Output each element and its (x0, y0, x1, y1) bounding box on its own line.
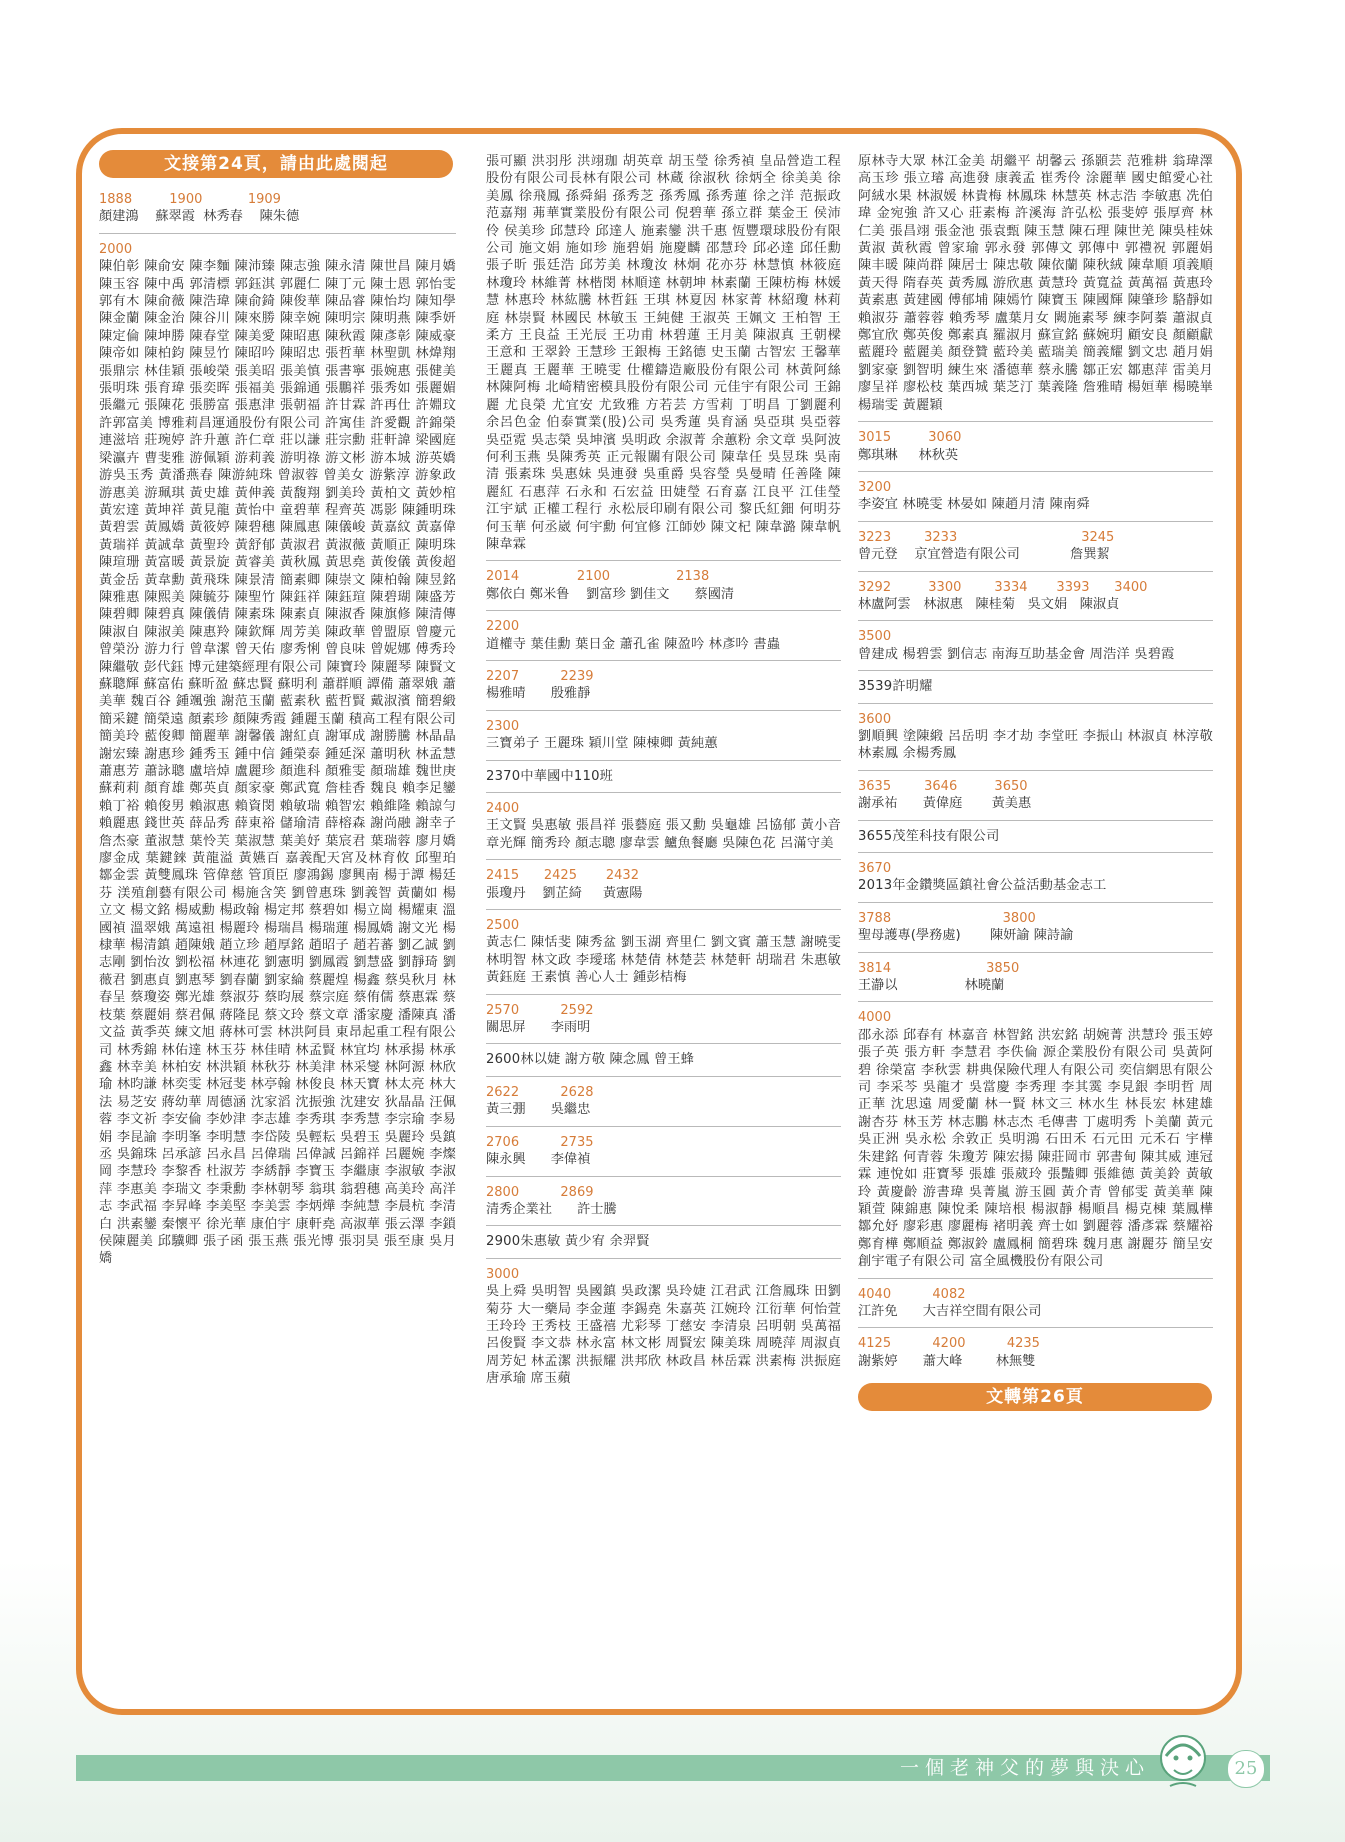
amount-labels: 2000 (99, 241, 133, 257)
donor-names: 謝紫婷 蕭大峰 林無雙 (858, 1353, 1036, 1369)
donor-names: 謝承祐 黃偉庭 黃美惠 (858, 796, 1032, 812)
donor-names: 吳上舜 吳明智 吳國鎮 吳政潔 吳玲婕 江君武 江詹鳳珠 田劉菊芬 大一藥局 李金蓮 李錫堯 朱嘉英 江婉玲 江衍華 何怡萱 王玲玲 王秀枝 王盛禧 尤彩琴 丁慈安 李清泉 呂明朝 吳萬福 呂俊賢 李文恭 林永富 林文彬 周賢宏 陳美珠 周曉萍 周淑貞 周芳妃 林孟潔 洪振耀 洪邦欣 林政昌 林岳霖 洪素梅 洪振庭 唐承瑜 席玉蘋 (486, 1284, 841, 1387)
amount-labels: 4040 4082 (858, 1286, 966, 1302)
donor-names: 陳永興 李偉禎 (486, 1152, 591, 1168)
amount-labels: 3015 3060 (858, 430, 962, 446)
amount-labels: 3788 3800 (858, 910, 1036, 926)
amount-labels: 3292 3300 3334 3393 3400 (858, 579, 1148, 595)
donor-names: 2900朱惠敏 黃少宥 余羿賢 (486, 1234, 650, 1250)
donor-section (858, 907, 1213, 953)
amount-labels: 4000 (858, 1010, 892, 1026)
amount-labels: 2500 (486, 918, 520, 934)
donor-section (486, 615, 841, 661)
donor-names: 邵永添 邱春有 林嘉音 林智銘 洪宏銘 胡婉菁 洪慧玲 張玉婷 張子英 張方軒 李慧君 李佚倫 源企業股份有限公司 吳黃阿碧 徐榮富 李秋雲 耕典保險代理人有限公司 奕信網思有限公司 李采芩 吳龍才 吳當慶 李秀理 李其霙 李見銀 李明哲 周正華 沈思遠 周愛蘭 林一賢 林文三 林水生 林長宏 林建雄 謝杏芬 林玉芳 林志鵬 林志杰 毛傳書 丁處明秀 卜美蘭 黃元 吳正洲 吳永松 余敦正 吳明鴻 石田禾 石元田 元禾石 宇樺 朱建銘 何青蓉 朱瓊芳 陳宏揚 陳莊岡市 郭書甸 陳其威 連冠霖 連悅如 莊寶琴 張雄 張葳玲 張豔卿 張維德 黃美鈴 黃敏玲 黃慶齡 游書瑋 吳菁嵐 游玉圓 黃介青 曾郁雯 黃美華 陳穎萱 陳錦惠 陳悅柔 陳培根 楊淑靜 楊順昌 楊克棟 葉鳳樺 鄒允妤 廖彩惠 廖麗梅 褚明義 齊士如 劉麗蓉 潘彥霖 蔡耀裕 鄭育樺 鄭順益 鄭淑鈴 盧鳳桐 簡碧珠 魏月惠 謝麗芬 簡呈安 創宇電子有限公司 富全風機股份有限公司 (858, 1027, 1213, 1270)
donor-section (486, 1081, 841, 1127)
amount-labels: 2300 (486, 718, 520, 734)
donor-names: 原林寺大眾 林江金美 胡繼平 胡馨云 孫顥芸 范雅耕 翁瑋澤 高玉珍 張立璿 高進發 康義孟 崔秀伶 涂麗華 國史館愛心社 阿絨水果 林淑媛 林貴梅 林鳳珠 林慧英 林志浩 李敏惠 冼伯瑋 金宛強 許又心 莊素梅 許溪海 許弘松 張斐婷 張厚齊 林仁美 張昌翊 張金池 張袁甄 陳玉慧 陳石理 陳世羌 陳吳桂妹 黃淑 黃秋霞 曾家瑜 郭永發 郭傳文 郭傳中 郭禮祝 郭麗娟 陳丰暖 陳尚群 陳居士 陳忠敬 陳依蘭 陳秋絨 陳韋順 項義順 黃天得 隋春英 黃秀鳳 游欣惠 黃慧玲 黃寬益 黃萬福 黃惠玲 黃素惠 黃建國 傅郁埔 陳嫣竹 陳寶玉 陳國輝 陳肇珍 駱靜如 賴淑芬 蕭蓉蓉 賴秀琴 盧葉月女 闕施素琴 練李阿蓁 蕭淑貞 鄭宜欣 鄭英俊 鄭素真 羅淑月 蘇宣銘 蘇婉玥 顧安良 顏顧獻 藍麗玲 藍麗美 顏登贊 藍玲美 藍瑞美 簡義耀 劉文忠 趙月娟 劉家豪 劉智明 練生來 潘德華 蔡永騰 鄒正宏 鄒惠萍 雷美月 廖呈祥 廖松枝 葉西城 葉芝汀 葉義隆 詹雅晴 楊姮華 楊曉崋 楊瑞雯 黃麗穎 (858, 154, 1213, 413)
donor-section (486, 150, 841, 561)
donor-section (858, 576, 1213, 622)
donor-section (486, 665, 841, 711)
donor-section (486, 797, 841, 860)
donor-names: 江許免 大吉祥空間有限公司 (858, 1303, 1042, 1319)
donor-names: 王文賢 吳惠敏 張昌祥 張藝庭 張又勳 吳龜雄 呂協郁 黃小音 章光輝 簡秀玲 顏志聰 廖韋雲 鱸魚餐廳 吳陳色花 呂滿守美 (486, 818, 841, 851)
donor-section (99, 188, 456, 234)
donor-section (858, 675, 1213, 703)
donor-section (99, 238, 456, 1275)
column-1 (99, 150, 456, 1279)
amount-labels: 2207 2239 (486, 668, 594, 684)
donor-names: 聖母護專(學務處) 陳妍諭 陳詩諭 (858, 928, 1074, 944)
donor-section (486, 715, 841, 761)
donor-section (486, 765, 841, 793)
amount-labels: 3670 (858, 861, 892, 876)
donor-section (486, 1048, 841, 1076)
amount-labels: 2570 2592 (486, 1002, 594, 1018)
donor-section (486, 864, 841, 910)
donor-section (858, 708, 1213, 771)
donor-section (858, 775, 1213, 821)
footer-slogan: 一個老神父的夢與決心 (899, 1757, 1150, 1779)
amount-labels: 4125 4200 4235 (858, 1336, 1040, 1352)
donor-names: 曾元登 京宜營造有限公司 詹巽絜 (858, 547, 1110, 563)
donor-section (858, 1283, 1213, 1329)
donor-section (486, 1131, 841, 1177)
donor-names: 李姿宜 林曉雯 林晏如 陳趙月清 陳南舜 (858, 497, 1090, 513)
amount-labels: 3200 (858, 479, 892, 495)
amount-labels: 2400 (486, 801, 520, 816)
donor-section (858, 426, 1213, 472)
donor-section (486, 999, 841, 1045)
donor-section (858, 957, 1213, 1003)
donor-section (858, 1332, 1213, 1377)
donor-section (858, 476, 1213, 522)
donor-names: 3655茂笙科技有限公司 (858, 828, 1000, 844)
amount-labels: 2014 2100 2138 (486, 569, 710, 585)
donor-section (858, 857, 1213, 903)
donor-section (858, 1006, 1213, 1278)
donor-names: 林盧阿雲 林淑惠 陳桂菊 吳文娟 陳淑貞 (858, 596, 1120, 612)
donor-section (486, 914, 841, 995)
donor-section (486, 1181, 841, 1227)
donor-names: 清秀企業社 許士騰 (486, 1201, 617, 1217)
donor-section (858, 825, 1213, 853)
continued-to-banner: 文轉第26頁 (858, 1383, 1212, 1411)
donor-names: 三寶弟子 王麗珠 穎川堂 陳棟卿 黃純蕙 (486, 736, 718, 752)
donor-section (858, 150, 1213, 422)
column-2 (486, 150, 841, 1399)
priest-portrait-icon (1152, 1728, 1214, 1794)
page-number: 25 (1227, 1750, 1265, 1788)
donor-names: 鄭依白 鄭米鲁 劉富珍 劉佳文 蔡國清 (486, 586, 735, 602)
donor-names: 鄭琪琳 林秋英 (858, 447, 959, 463)
donor-names: 關思屏 李雨明 (486, 1020, 591, 1036)
donor-names: 2600林以婕 謝方敬 陳念鳳 曾王蜂 (486, 1052, 695, 1068)
amount-labels: 1888 1900 1909 (99, 192, 281, 207)
donor-names: 黃三弸 吳繼忠 (486, 1102, 591, 1118)
amount-labels: 3500 (858, 629, 892, 645)
donor-names: 顏建鴻 蘇翠霞 林秀春 陳朱德 (99, 209, 300, 225)
donor-names: 楊雅晴 殷雅靜 (486, 686, 591, 702)
continued-from-banner: 文接第24頁，請由此處閱起 (99, 150, 453, 178)
donor-section (486, 1230, 841, 1258)
donor-names: 黃志仁 陳恬斐 陳秀盆 劉玉湖 齊里仁 劉文賓 蕭玉慧 謝曉雯 林明智 林文政 李璦瑤 林楚倩 林楚芸 林楚軒 胡瑞君 朱惠敏 黃鈺庭 王素慎 善心人士 鍾彭桔梅 (486, 935, 841, 986)
amount-labels: 3600 (858, 711, 892, 727)
amount-labels: 3814 3850 (858, 960, 1020, 976)
donor-names: 王瀞以 林曉蘭 (858, 978, 1005, 994)
donor-names: 曾建成 楊碧雲 劉信志 南海互助基金會 周浩洋 吳碧霞 (858, 646, 1175, 662)
donor-names: 道權寺 葉佳勳 葉日金 蕭孔雀 陳盈吟 林彥吟 書蟲 (486, 636, 781, 652)
donor-section (486, 1263, 841, 1395)
donor-names: 劉順興 塗陳緞 呂岳明 李才劫 李堂旺 李振山 林淑貞 林淳敬 林素鳳 余楊秀鳳 (858, 728, 1213, 762)
donor-names: 張瓊丹 劉芷綺 黃憲陽 (486, 885, 643, 901)
donor-section (486, 565, 841, 611)
donor-names: 張可顯 洪羽彤 洪翊珈 胡英章 胡玉瑩 徐秀禎 皇品營造工程股份有限公司長林有限公司 林蔵 徐淑秋 徐炳全 徐美美 徐美鳳 徐飛鳳 孫舜絹 孫秀芝 孫秀鳳 孫秀蓮 徐之洋 范振政 范嘉翔 茀華實業股份有限公司 倪碧華 孫立群 葉金王 侯沛伶 侯美珍 邱慧玲 邱達人 施素鑾 洪千惠 恆豐環球股份有限公司 施文娟 施如珍 施碧娟 施慶麟 邵慧玲 邱必達 邱任勳 張子昕 張廷浩 邱芳美 林瓊汝 林炯 花亦芬 林慧慎 林筱庭 林瓊玲 林維菁 林楷閔 林順達 林朝坤 林素蘭 王陳枋梅 林媛慧 林惠玲 林紘騰 林哲鈺 王琪 林夏因 林家菁 林紹瓊 林莉庭 林崇賢 林國民 林敏玉 王純健 王淑英 王姵文 王柏智 王柔方 王良益 王光辰 王功甫 林碧蓮 王月美 陳淑真 王朝樑 王意和 王翠鈴 王慧珍 王銀梅 王銘德 史玉蘭 古智宏 王馨華 王麗真 王麗華 王曉雯 仕權鑄造廠股份有限公司 林黃阿絲 林陳阿梅 北崎精密模具股份有限公司 元佳宇有限公司 王錦麗 尤良榮 尤宜安 尤致雅 方若芸 方雪莉 丁明昌 丁劉麗利 余呂色金 伯泰實業(股)公司 吳秀蓮 吳育涵 吳亞琪 吳亞蓉 吳亞霓 吳志榮 吳坤濱 吳明政 余淑菁 余蕙粉 余文章 吳阿波 何利玉燕 吳陳秀英 正元報關有限公司 陳韋任 吳昱珠 吳南清 張素珠 吳惠妹 吳連發 吳重爵 吳容瑩 吳曼晴 任善隆 陳麗紅 石惠萍 石永和 石宏益 田婕瑩 石育嘉 江良平 江佳瑩 江宇斌 正權工程行 永松辰印刷有限公司 黎氏紅鈿 何明芬 何玉華 何丞崴 何宇勳 何宜修 江師妙 陳文杞 陳韋潞 陳韋帆 陳韋霖 (486, 154, 841, 552)
donor-names: 2013年金鑽獎區鎮社會公益活動基金志工 (858, 878, 1107, 894)
amount-labels: 2200 (486, 619, 520, 635)
amount-labels: 2622 2628 (486, 1084, 594, 1100)
amount-labels: 3000 (486, 1266, 520, 1282)
amount-labels: 2706 2735 (486, 1134, 594, 1150)
donor-section (858, 526, 1213, 572)
amount-labels: 2800 2869 (486, 1184, 594, 1200)
column-3 (858, 150, 1213, 1411)
donor-names: 陳伯彰 陳俞安 陳李麵 陳沛臻 陳志強 陳永清 陳世昌 陳月嬌 陳玉容 陳中禹 郭清標 郭鈺淇 郭麗仁 陳丁元 陳士恩 郭怡雯 郭有木 陳俞薇 陳浩瑋 陳俞錡 陳俊華 陳品睿 陳怡均 陳知學 陳金蘭 陳金治 陳谷川 陳來勝 陳幸婉 陳明宗 陳明燕 陳季妍 陳定倫 陳坤勝 陳春堂 陳美愛 陳昭惠 陳秋霞 陳彥彰 陳威豪 陳帝如 陳柏鈞 陳昱竹 陳昭吟 陳昭忠 張哲華 林聖凱 林煒翔 張鼎宗 林佳穎 張峻榮 張美昭 張美慎 張書寧 張婉惠 張健美 張明珠 張育瑋 張奕晖 張福美 張錦通 張鵬祥 張秀如 張麗媚 張繼元 張陳花 張勝富 張惠津 張朝福 許甘霖 許再仕 許婣玟 許郭富美 博雅莉昌運通股份有限公司 許寓佳 許愛觀 許錦榮 連滋培 莊琬婷 許升蕙 許仁章 莊以謙 莊宗勳 莊軒諱 梁國庭 梁瀛卉 曹斐雅 游佩穎 游莉義 游明祿 游文彬 游本城 游英嬌 游吳玉秀 黃潘燕春 陳游純珠 曾淑蓉 曾美女 游紫淳 游象政 游惠美 游珮琪 黃史雄 黃伸義 黃馥翔 劉美玲 黃柏文 黃妙棺 黃宏達 黃坤祥 黃見龍 黃怡中 童碧華 程齊英 馮影 陳鍾明珠 黃碧雲 黃鳳嬌 黃筱婷 陳碧穗 陳鳳惠 陳儀峻 黃嘉紋 黃嘉偉 黃瑞祥 黃誠韋 黃聖玲 黃舒郁 黃淑君 黃淑薇 黃順正 陳明珠 陳瑄珊 黃富暖 黃景旋 黃睿美 黃秋鳳 黃思堯 黃俊儀 黃俊超 黃金岳 黃韋勳 黃飛珠 陳景清 簡素卿 陳崇文 陳柏翰 陳昱銘 陳雅惠 陳熙美 陳毓芬 陳聖竹 陳鈺祥 陳鈺瑄 陳碧瑚 陳盛芳 陳碧卿 陳碧真 陳儀倩 陳素珠 陳素貞 陳淑香 陳旗修 陳清傳 陳淑自 陳淑美 陳惠羚 陳欽輝 周芳美 陳政華 曾盟原 曾慶元 曾榮汾 游力行 曾韋潔 曾天佑 廖秀悧 曾良味 曾妮娜 傅秀玲 陳繼敬 彭代鈺 博元建築經理有限公司 陳寶玲 陳麗琴 陳賢文 蘇聰輝 蘇富佑 蘇昕盈 蘇忠賢 蘇明利 蕭群順 譚備 蕭翠娥 蕭美華 魏百谷 鍾颯強 謝范玉蘭 藍素秋 藍哲賢 戴淑濱 簡碧緞 簡采鍵 簡榮遠 顏素珍 顏陳秀霞 鍾麗玉蘭 積高工程有限公司 簡美玲 藍俊卿 簡麗華 謝馨儀 謝紅貞 謝軍成 謝勝騰 林晶晶 謝宏臻 謝惠珍 鍾秀玉 鍾中信 鍾榮泰 鍾延深 蕭明秋 林孟慧 蕭惠芳 蕭詠聰 盧培焯 盧麗珍 顏進科 顏雅雯 顏瑞雄 魏世庚 蘇莉莉 顏育雄 鄭英貞 顏家豪 鄭武寬 詹桂香 魏良 賴李足鑾 賴丁裕 賴俊男 賴淑惠 賴資閔 賴敏瑞 賴智宏 賴維隆 賴諒勻 賴麗惠 錢世英 薛品秀 薛東裕 儲瑜清 薛榕森 謝尚融 謝幸子 詹杰豪 董淑慧 葉怜芙 葉淑慧 葉美妤 葉宸君 葉瑞蓉 廖月嬌 廖金成 葉鍵錸 黃龍溢 黃嬿百 嘉義配天宮及林育攸 邱聖珀 鄒金雲 黃雙鳳珠 管偉慈 管頂臣 廖鴻錫 廖興南 楊于譚 楊廷芬 渼殖創藝有限公司 楊施含笑 劉曾惠珠 劉義智 黃蘭如 楊立文 楊文銘 楊威勳 楊政翰 楊定邦 蔡碧如 楊立崗 楊耀東 溫國禎 溫翠娥 萬遠祖 楊麗玲 楊瑞昌 楊瑞蓮 楊鳳嬌 謝文光 楊棣華 楊清鎮 趙陳娥 趙立珍 趙厚銘 趙昭子 趙若蕃 劉乙誠 劉志剛 劉怡汝 劉松福 林連花 劉憲明 劉鳳霞 劉慧盛 劉靜琦 劉薇君 劉惠貞 劉惠琴 劉春蘭 劉家綸 蔡麗煌 楊鑫 蔡吳秋月 林春呈 蔡瓊姿 鄭光雄 蔡淑芬 蔡昀展 蔡宗庭 蔡侑儒 蔡惠霖 蔡枝葉 蔡麗娟 蔡君佩 蔣隆昆 蔡文玲 蔡文章 潘家慶 潘陳真 潘文益 黃季英 練文旭 蔣林可雲 林洪阿員 東昂起重工程有限公司 林秀錦 林佑達 林玉芬 林佳晴 林孟賢 林宜均 林承揚 林承鑫 林幸美 林柏安 林洪穎 林秋芬 林美津 林采燮 林阿源 林欣瑜 林昀謙 林奕雯 林冠斐 林亭翰 林俊良 林天寶 林太亮 林大法 易芝安 蔣幼華 周德涵 沈家滔 沈振強 沈建安 狄晶晶 汪佩蓉 李文祈 李安倫 李妙津 李志雄 李秀琪 李秀慧 李宗瑜 李易娟 李昆諭 李明峯 李明慧 李岱陵 吳輕耘 吳碧玉 吳麗玲 吳鎮丞 吳錦珠 呂承諺 呂永昌 呂偉瑞 呂偉誠 呂錦祥 呂麗婉 李燦岡 李慧玲 李黎香 杜淑芳 李綉靜 李寶玉 李繼康 李淑敏 李淑萍 李惠美 李瑞文 李秉勳 李林朝琴 翁琪 翁碧穗 高美玲 高洋志 李武福 李昇峰 李美堅 李美雲 李炳燁 李純慧 李晨杭 李清白 洪素鑾 秦懷平 徐光華 康伯宇 康軒堯 高淑華 張云澤 李鎖 侯陳麗美 邱驥卿 張子函 張玉燕 張光博 張羽昊 張至康 吳月嬌 (99, 259, 456, 1267)
amount-labels: 3635 3646 3650 (858, 778, 1028, 794)
amount-labels: 3223 3233 3245 (858, 529, 1115, 545)
amount-labels: 2415 2425 2432 (486, 868, 639, 884)
donor-names: 3539許明耀 (858, 679, 933, 695)
donor-names: 2370中華國中110班 (486, 768, 614, 784)
donor-section (858, 625, 1213, 671)
